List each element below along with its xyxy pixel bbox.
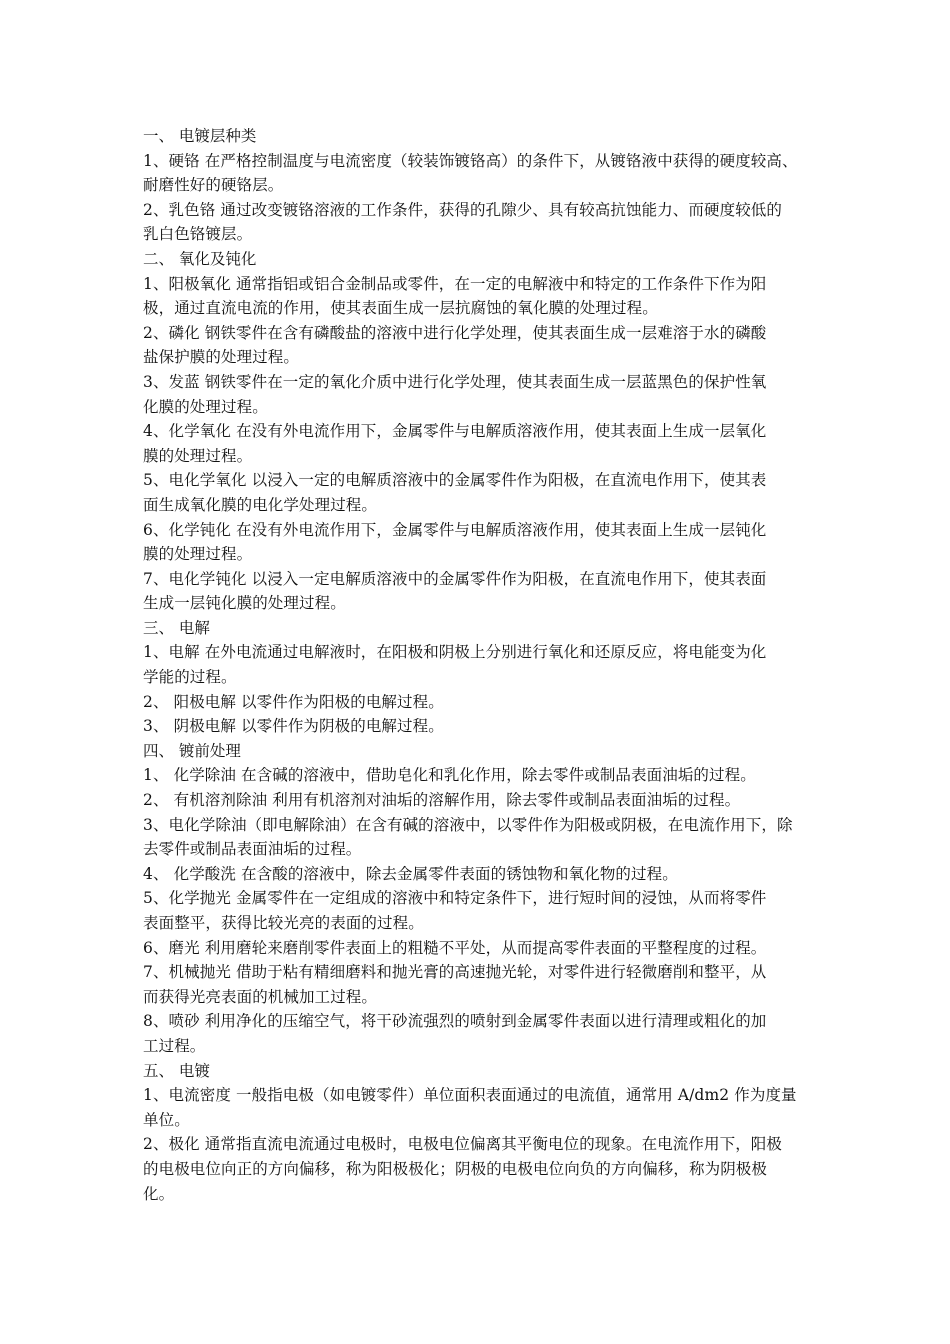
text-line: 4、 化学酸洗 在含酸的溶液中，除去金属零件表面的锈蚀物和氧化物的过程。 xyxy=(143,864,678,883)
text-line: 2、 有机溶剂除油 利用有机溶剂对油垢的溶解作用，除去零件或制品表面油垢的过程。 xyxy=(143,791,741,810)
section-heading: 二、 氧化及钝化 xyxy=(143,249,257,268)
text-line: 1、阳极氧化 通常指铝或铝合金制品或零件，在一定的电解液中和特定的工作条件下作为阳 xyxy=(143,274,767,293)
text-line: 1、电流密度 一般指电极（如电镀零件）单位面积表面通过的电流值，通常用 A/dm2 作为度量 xyxy=(143,1086,797,1105)
text-line: 1、硬铬 在严格控制温度与电流密度（较装饰镀铬高）的条件下，从镀铬液中获得的硬度较高、 xyxy=(143,151,798,170)
text-line: 面生成氧化膜的电化学处理过程。 xyxy=(143,495,378,514)
text-line: 1、 化学除油 在含碱的溶液中，借助皂化和乳化作用，除去零件或制品表面油垢的过程。 xyxy=(143,766,756,785)
text-line: 6、磨光 利用磨轮来磨削零件表面上的粗糙不平处，从而提高零件表面的平整程度的过程。 xyxy=(143,938,767,957)
text-line: 2、极化 通常指直流电流通过电极时，电极电位偏离其平衡电位的现象。在电流作用下，阳极 xyxy=(143,1135,782,1154)
text-line: 2、 阳极电解 以零件作为阳极的电解过程。 xyxy=(143,692,444,711)
text-line: 膜的处理过程。 xyxy=(143,446,253,465)
text-line: 工过程。 xyxy=(143,1036,206,1055)
text-line: 1、电解 在外电流通过电解液时，在阳极和阴极上分别进行氧化和还原反应，将电能变为化 xyxy=(143,643,767,662)
text-line: 7、电化学钝化 以浸入一定电解质溶液中的金属零件作为阳极，在直流电作用下，使其表面 xyxy=(143,569,767,588)
text-line: 2、乳色铬 通过改变镀铬溶液的工作条件，获得的孔隙少、具有较高抗蚀能力、而硬度较低的 xyxy=(143,200,782,219)
text-line: 表面整平，获得比较光亮的表面的过程。 xyxy=(143,914,424,932)
text-line: 3、发蓝 钢铁零件在一定的氧化介质中进行化学处理，使其表面生成一层蓝黑色的保护性氧 xyxy=(143,372,767,391)
text-line: 膜的处理过程。 xyxy=(143,545,253,564)
text-line: 8、喷砂 利用净化的压缩空气，将干砂流强烈的喷射到金属零件表面以进行清理或粗化的加 xyxy=(143,1012,767,1031)
section-heading: 四、 镀前处理 xyxy=(143,741,241,760)
text-line: 2、磷化 钢铁零件在含有磷酸盐的溶液中进行化学处理，使其表面生成一层难溶于水的磷酸 xyxy=(143,323,767,342)
text-line: 3、电化学除油（即电解除油）在含有碱的溶液中，以零件作为阳极或阴极，在电流作用下，除 xyxy=(143,815,793,834)
section-heading: 五、 电镀 xyxy=(143,1061,210,1080)
text-line: 5、电化学氧化 以浸入一定的电解质溶液中的金属零件作为阳极，在直流电作用下，使其表 xyxy=(143,471,767,490)
text-line: 化膜的处理过程。 xyxy=(143,397,268,416)
text-line: 学能的过程。 xyxy=(143,668,237,687)
document-page xyxy=(143,124,815,1206)
text-line: 而获得光亮表面的机械加工过程。 xyxy=(143,987,378,1006)
text-line: 7、机械抛光 借助于粘有精细磨料和抛光膏的高速抛光轮，对零件进行轻微磨削和整平，从 xyxy=(143,963,767,982)
text-line: 乳白色铬镀层。 xyxy=(143,225,253,244)
section-heading: 一、 电镀层种类 xyxy=(143,127,257,145)
text-line: 单位。 xyxy=(143,1110,190,1129)
text-line: 耐磨性好的硬铬层。 xyxy=(143,176,284,195)
text-line: 去零件或制品表面油垢的过程。 xyxy=(143,840,362,859)
text-line: 极，通过直流电流的作用，使其表面生成一层抗腐蚀的氧化膜的处理过程。 xyxy=(143,299,658,318)
section-heading: 三、 电解 xyxy=(143,618,210,637)
text-line: 4、化学氧化 在没有外电流作用下，金属零件与电解质溶液作用，使其表面上生成一层氧化 xyxy=(143,422,767,441)
text-line: 6、化学钝化 在没有外电流作用下，金属零件与电解质溶液作用，使其表面上生成一层钝化 xyxy=(143,520,767,539)
text-line: 3、 阴极电解 以零件作为阴极的电解过程。 xyxy=(143,717,444,736)
text-line: 5、化学抛光 金属零件在一定组成的溶液中和特定条件下，进行短时间的浸蚀，从而将零件 xyxy=(143,889,767,908)
text-line: 生成一层钝化膜的处理过程。 xyxy=(143,594,346,613)
text-line: 盐保护膜的处理过程。 xyxy=(143,348,300,367)
text-line: 化。 xyxy=(143,1184,175,1203)
text-line: 的电极电位向正的方向偏移，称为阳极极化；阴极的电极电位向负的方向偏移，称为阴极极 xyxy=(143,1159,768,1178)
